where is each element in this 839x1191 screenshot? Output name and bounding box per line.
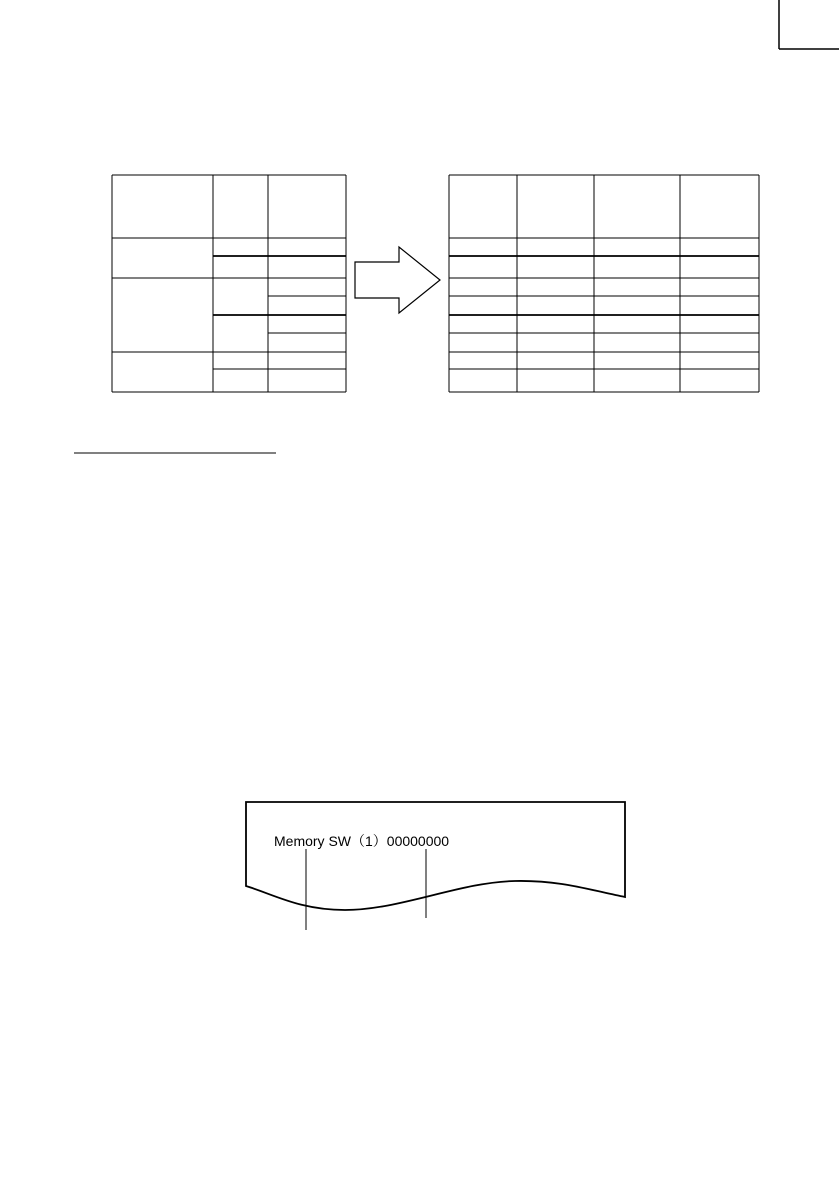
printout-paper xyxy=(246,802,625,910)
crop-mark-icon xyxy=(779,0,839,49)
left-table xyxy=(112,175,346,392)
right-arrow-icon xyxy=(355,247,440,313)
right-table xyxy=(449,175,759,392)
printout-memory-switch-text: Memory SW（1）00000000 xyxy=(274,833,450,849)
